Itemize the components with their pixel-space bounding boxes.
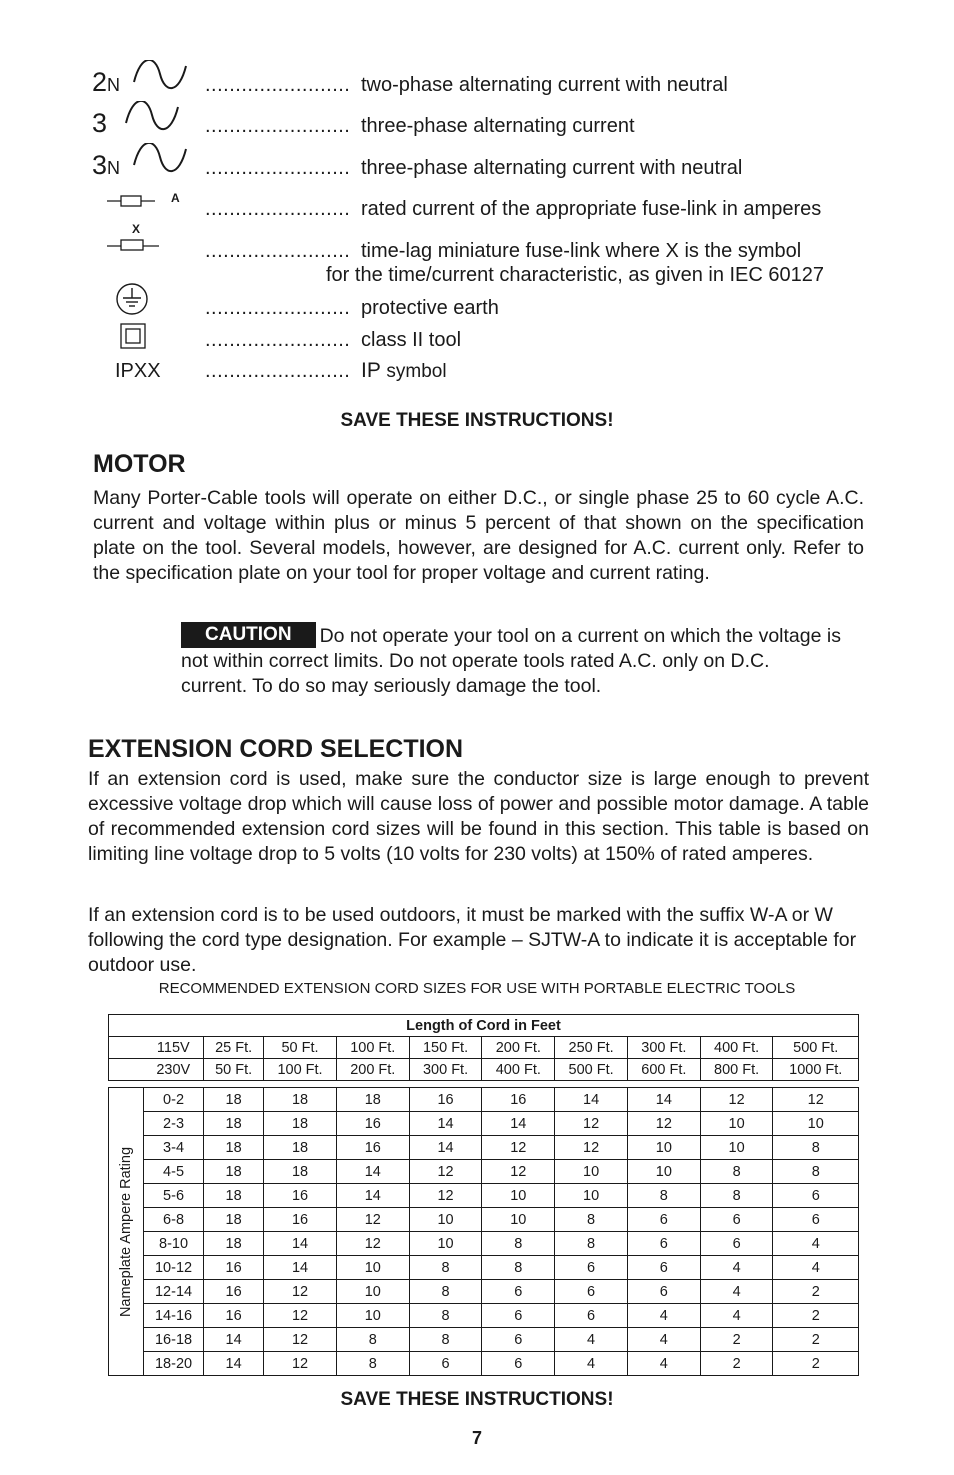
gauge-cell: 6 [627,1232,700,1256]
fuse-characteristic-letter: X [132,222,141,236]
symbol-neutral-letter: N [107,158,121,178]
table-cell: 500 Ft. [555,1059,628,1081]
table-cell: 600 Ft. [627,1059,700,1081]
time-lag-fuse-symbol [85,222,195,262]
table-cell: 300 Ft. [409,1059,482,1081]
leader-dots: ........................ [205,198,351,220]
gauge-cell: 2 [700,1328,773,1352]
caution-notice [181,622,841,699]
table-cell: 150 Ft. [409,1037,482,1059]
table-blank-cell [109,1037,144,1059]
gauge-cell: 16 [204,1256,264,1280]
leader-dots: ........................ [205,329,351,351]
gauge-cell: 6 [409,1352,482,1376]
gauge-cell: 12 [264,1352,337,1376]
leader-dots: ........................ [205,240,351,262]
ampere-range-cell: 2-3 [144,1112,204,1136]
gauge-cell: 6 [482,1328,555,1352]
gauge-cell: 10 [700,1136,773,1160]
gauge-cell: 6 [627,1256,700,1280]
table-cell: 1000 Ft. [773,1059,859,1081]
gauge-cell: 12 [555,1112,628,1136]
ampere-range-cell: 18-20 [144,1352,204,1376]
table-cell: 115V [144,1037,204,1059]
ipxx-label: IPXX [115,360,161,382]
gauge-cell: 8 [555,1232,628,1256]
gauge-cell: 6 [482,1280,555,1304]
gauge-cell: 12 [482,1136,555,1160]
nameplate-ampere-rating-label [109,1088,144,1376]
table-cell: 400 Ft. [482,1059,555,1081]
gauge-cell: 14 [555,1088,628,1112]
legend-description: symbol [386,361,447,382]
symbol-number: 3 [92,150,108,180]
gauge-cell: 8 [409,1256,482,1280]
table-cell: 250 Ft. [555,1037,628,1059]
caution-text: Do not operate your tool on a current on which the voltage is not within correct limits. Do not operate tools rated A.C. only on D.C. current. To do so may seriously damage the tool. [181,625,841,697]
extension-paragraph-1: If an extension cord is used, make sure the conductor size is large enough to prevent excessive voltage drop which will cause loss of power and possible motor damage. A table of recommended extension cord sizes will be found in this section. This table is based on limiting line voltage drop to 5 volts (10 volts for 230 volts) at 150% of rated amperes. [88,768,869,865]
class-ii-symbol [85,321,195,361]
table-title: Length of Cord in Feet [109,1015,859,1037]
fuse-ampere-letter: A [171,191,180,205]
gauge-cell: 10 [555,1160,628,1184]
ac-wave-icon [123,101,181,131]
gauge-cell: 14 [264,1256,337,1280]
gauge-cell: 8 [700,1160,773,1184]
gauge-cell: 4 [700,1256,773,1280]
gauge-cell: 2 [773,1328,859,1352]
table-cell: 200 Ft. [336,1059,409,1081]
gauge-cell: 16 [482,1088,555,1112]
extension-paragraph-2: If an extension cord is to be used outdoors, it must be marked with the suffix W-A or W following the cord type designation. For example – SJTW-A to indicate it is acceptable for outdoor use. [88,904,857,976]
gauge-cell: 12 [336,1208,409,1232]
gauge-cell: 10 [555,1184,628,1208]
gauge-cell: 14 [627,1088,700,1112]
gauge-cell: 12 [409,1160,482,1184]
ampere-range-cell: 0-2 [144,1088,204,1112]
gauge-cell: 10 [627,1160,700,1184]
legend-description: class II tool [361,329,462,351]
legend-description: time-lag miniature fuse-link where X is the symbol [361,240,802,262]
table-row [109,1304,859,1328]
voltage-230-row [109,1059,859,1081]
extension-cord-table [108,1014,859,1376]
table-row [109,1208,859,1232]
gauge-cell: 18 [264,1160,337,1184]
table-row [109,1328,859,1352]
gauge-cell: 12 [555,1136,628,1160]
gauge-cell: 18 [204,1112,264,1136]
gauge-cell: 12 [773,1088,859,1112]
gauge-cell: 6 [555,1304,628,1328]
legend-description: three-phase alternating current with neutral [361,157,743,179]
table-row [109,1112,859,1136]
gauge-cell: 10 [482,1184,555,1208]
side-label-text: Nameplate Ampere Rating [118,1146,134,1317]
legend-description: three-phase alternating current [361,115,635,137]
gauge-cell: 8 [336,1328,409,1352]
gauge-cell: 10 [773,1112,859,1136]
protective-earth-symbol [85,281,195,321]
table-row [109,1280,859,1304]
gauge-cell: 10 [700,1112,773,1136]
gauge-cell: 6 [700,1232,773,1256]
table-cell: 800 Ft. [700,1059,773,1081]
gauge-cell: 10 [336,1256,409,1280]
ampere-range-cell: 5-6 [144,1184,204,1208]
symbol-number: 3 [92,108,108,138]
ip-text: IP [361,359,381,382]
gauge-cell: 6 [773,1184,859,1208]
table-spacer-row [109,1081,859,1088]
gauge-cell: 18 [204,1208,264,1232]
gauge-cell: 8 [700,1184,773,1208]
gauge-cell: 4 [555,1352,628,1376]
gauge-cell: 4 [700,1304,773,1328]
gauge-cell: 18 [264,1088,337,1112]
table-row [109,1088,859,1112]
gauge-cell: 10 [627,1136,700,1160]
gauge-cell: 6 [700,1208,773,1232]
symbol-neutral-letter: N [107,75,121,95]
fuse-icon [107,194,155,208]
table-cell: 230V [144,1059,204,1081]
gauge-cell: 12 [627,1112,700,1136]
ampere-range-cell: 16-18 [144,1328,204,1352]
table-cell: 25 Ft. [204,1037,264,1059]
gauge-cell: 12 [700,1088,773,1112]
gauge-cell: 8 [336,1352,409,1376]
leader-dots: ........................ [205,115,351,137]
table-row [109,1184,859,1208]
gauge-cell: 12 [264,1304,337,1328]
gauge-cell: 18 [264,1136,337,1160]
save-instructions-notice: SAVE THESE INSTRUCTIONS! [340,1389,614,1410]
legend-description-continued: for the time/current characteristic, as given in IEC 60127 [326,264,825,286]
legend-row-three-phase-neutral [0,150,954,185]
ampere-range-cell: 12-14 [144,1280,204,1304]
gauge-cell: 6 [627,1208,700,1232]
gauge-cell: 18 [204,1088,264,1112]
gauge-cell: 8 [409,1328,482,1352]
motor-heading: MOTOR [93,450,186,478]
gauge-cell: 14 [264,1232,337,1256]
gauge-cell: 2 [700,1352,773,1376]
voltage-115-row [109,1037,859,1059]
gauge-cell: 14 [204,1352,264,1376]
table-cell: 400 Ft. [700,1037,773,1059]
leader-dots: ........................ [205,360,351,382]
gauge-cell: 4 [627,1328,700,1352]
gauge-cell: 14 [482,1112,555,1136]
gauge-cell: 6 [482,1304,555,1328]
gauge-cell: 4 [555,1328,628,1352]
gauge-cell: 8 [409,1304,482,1328]
fuse-icon [107,236,159,254]
ampere-range-cell: 14-16 [144,1304,204,1328]
gauge-cell: 4 [773,1256,859,1280]
gauge-cell: 18 [264,1112,337,1136]
gauge-cell: 6 [555,1256,628,1280]
gauge-cell: 4 [700,1280,773,1304]
gauge-cell: 2 [773,1352,859,1376]
gauge-cell: 18 [204,1184,264,1208]
ac-wave-icon [131,143,189,173]
ampere-range-cell: 3-4 [144,1136,204,1160]
gauge-cell: 10 [409,1208,482,1232]
gauge-cell: 14 [336,1184,409,1208]
ampere-range-cell: 6-8 [144,1208,204,1232]
leader-dots: ........................ [205,297,351,319]
gauge-cell: 12 [482,1160,555,1184]
legend-row-ip-symbol [0,358,954,388]
save-instructions-notice: SAVE THESE INSTRUCTIONS! [340,410,614,431]
gauge-cell: 14 [409,1112,482,1136]
gauge-cell: 4 [627,1304,700,1328]
table-row [109,1256,859,1280]
gauge-cell: 14 [336,1160,409,1184]
leader-dots: ........................ [205,157,351,179]
gauge-cell: 14 [409,1136,482,1160]
double-square-icon [120,323,146,349]
table-cell: 100 Ft. [264,1059,337,1081]
extension-cord-heading: EXTENSION CORD SELECTION [88,735,464,763]
gauge-cell: 10 [336,1304,409,1328]
gauge-cell: 18 [204,1160,264,1184]
table-row [109,1136,859,1160]
gauge-cell: 4 [773,1232,859,1256]
gauge-cell: 8 [773,1136,859,1160]
table-row [109,1160,859,1184]
table-cell: 500 Ft. [773,1037,859,1059]
gauge-cell: 12 [409,1184,482,1208]
table-cell: 50 Ft. [204,1059,264,1081]
gauge-cell: 4 [627,1352,700,1376]
gauge-cell: 6 [555,1280,628,1304]
gauge-cell: 12 [264,1328,337,1352]
motor-paragraph: Many Porter-Cable tools will operate on either D.C., or single phase 25 to 60 cycle A.C. current and voltage within plus or minus 5 percent of that shown on the specification plate on the tool. Several models, however, are designed for A.C. current only. Refer to the specification plate on your tool for proper voltage and current rating. [93,487,864,584]
table-title-row [109,1015,859,1037]
gauge-cell: 8 [409,1280,482,1304]
legend-row-three-phase [0,108,954,143]
table-row [109,1352,859,1376]
ampere-range-cell: 10-12 [144,1256,204,1280]
gauge-cell: 18 [336,1088,409,1112]
gauge-cell: 8 [555,1208,628,1232]
table-row [109,1232,859,1256]
legend-description: protective earth [361,297,499,319]
ipxx-symbol [85,358,195,398]
gauge-cell: 16 [264,1208,337,1232]
ampere-range-cell: 8-10 [144,1232,204,1256]
gauge-cell: 16 [336,1112,409,1136]
gauge-cell: 18 [204,1136,264,1160]
gauge-cell: 16 [409,1088,482,1112]
gauge-cell: 16 [204,1304,264,1328]
gauge-cell: 6 [627,1280,700,1304]
table-cell: 300 Ft. [627,1037,700,1059]
gauge-cell: 6 [482,1352,555,1376]
three-phase-neutral-symbol [85,150,195,195]
gauge-cell: 10 [482,1208,555,1232]
gauge-cell: 10 [409,1232,482,1256]
legend-row-class-ii [0,327,954,357]
gauge-cell: 16 [204,1280,264,1304]
legend-description: rated current of the appropriate fuse-link in amperes [361,198,822,220]
ampere-range-cell: 4-5 [144,1160,204,1184]
caution-badge: CAUTION [181,622,316,648]
gauge-cell: 8 [627,1184,700,1208]
gauge-cell: 14 [204,1328,264,1352]
table-cell: 200 Ft. [482,1037,555,1059]
legend-row-two-phase [0,67,954,102]
gauge-cell: 16 [264,1184,337,1208]
table-caption: RECOMMENDED EXTENSION CORD SIZES FOR USE WITH PORTABLE ELECTRIC TOOLS [158,980,796,997]
legend-description: two-phase alternating current with neutral [361,74,728,96]
gauge-cell: 6 [773,1208,859,1232]
ac-wave-icon [131,60,189,90]
gauge-cell: 12 [336,1232,409,1256]
table-blank-cell [109,1059,144,1081]
gauge-cell: 2 [773,1280,859,1304]
table-cell: 100 Ft. [336,1037,409,1059]
gauge-cell: 8 [773,1160,859,1184]
gauge-cell: 18 [204,1232,264,1256]
gauge-cell: 2 [773,1304,859,1328]
gauge-cell: 16 [336,1136,409,1160]
page-number: 7 [471,1428,482,1448]
gauge-cell: 8 [482,1256,555,1280]
symbol-number: 2 [92,67,108,97]
gauge-cell: 10 [336,1280,409,1304]
ground-icon [114,281,150,317]
leader-dots: ........................ [205,74,351,96]
gauge-cell: 12 [264,1280,337,1304]
table-cell: 50 Ft. [264,1037,337,1059]
gauge-cell: 8 [482,1232,555,1256]
